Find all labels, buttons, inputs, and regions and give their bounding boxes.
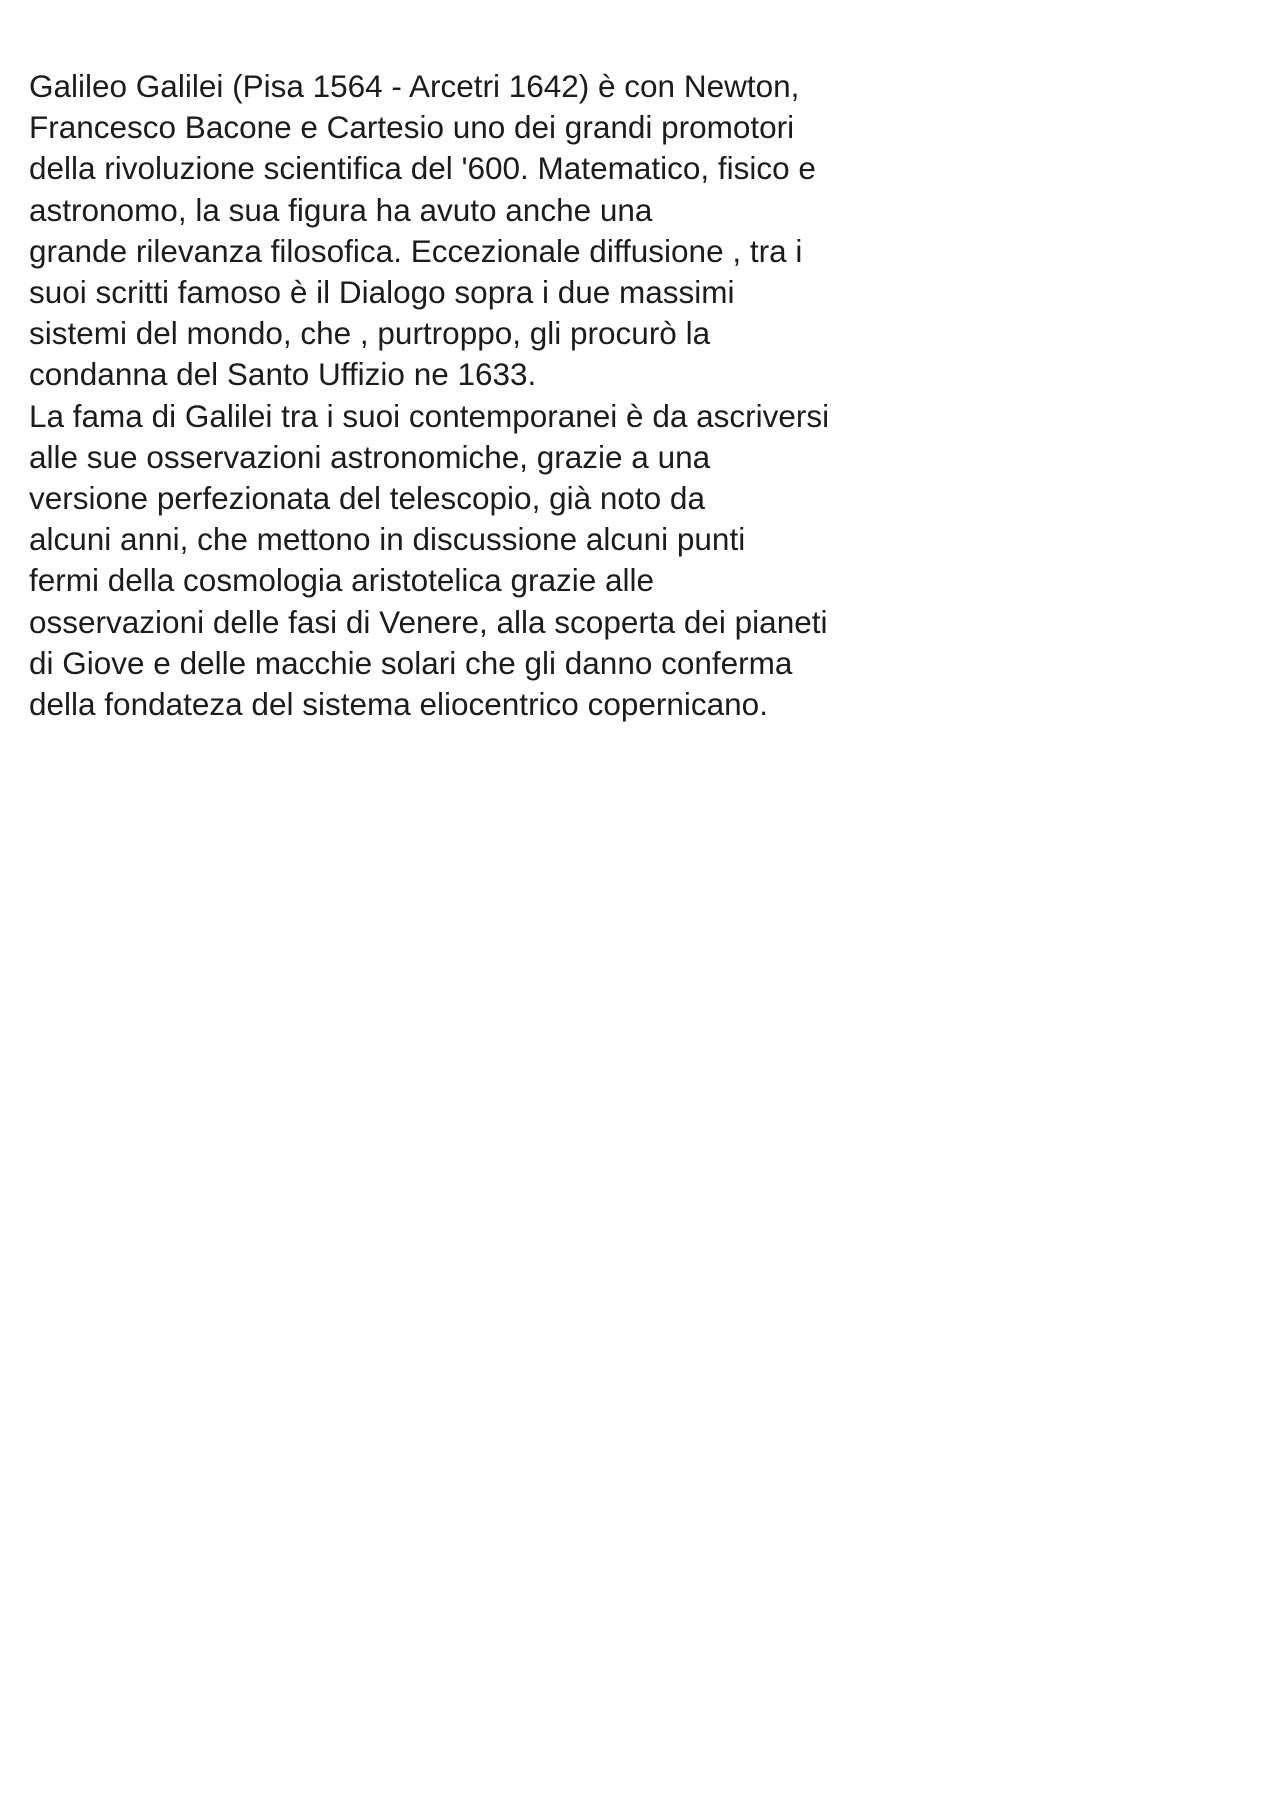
text-line: La fama di Galilei tra i suoi contemporanei è da ascriversi [29,397,830,434]
text-line: astronomo, la sua figura ha avuto anche una [29,191,653,228]
body-text [29,66,1029,725]
text-line: versione perfezionata del telescopio, già noto da [29,480,705,517]
text-line: sistemi del mondo, che , purtroppo, gli procurò la [29,315,711,352]
text-line: Francesco Bacone e Cartesio uno dei grandi promotori [29,109,795,146]
text-line: della rivoluzione scientifica del '600. Matematico, fisico e [29,150,816,187]
text-line: grande rilevanza filosofica. Eccezionale diffusione , tra i [29,232,803,269]
text-line: Galileo Galilei (Pisa 1564 - Arcetri 1642) è con Newton, [29,68,800,104]
text-line: di Giove e delle macchie solari che gli danno conferma [29,644,793,681]
text-line: suoi scritti famoso è il Dialogo sopra i due massimi [29,274,735,311]
text-line: condanna del Santo Uffizio ne 1633. [29,356,537,393]
text-line: alcuni anni, che mettono in discussione alcuni punti [29,521,746,558]
text-line: fermi della cosmologia aristotelica grazie alle [29,562,655,599]
text-line: della fondateza del sistema eliocentrico copernicano. [29,686,768,723]
text-line: alle sue osservazioni astronomiche, grazie a una [29,438,711,475]
text-line: osservazioni delle fasi di Venere, alla scoperta dei pianeti [29,603,828,640]
